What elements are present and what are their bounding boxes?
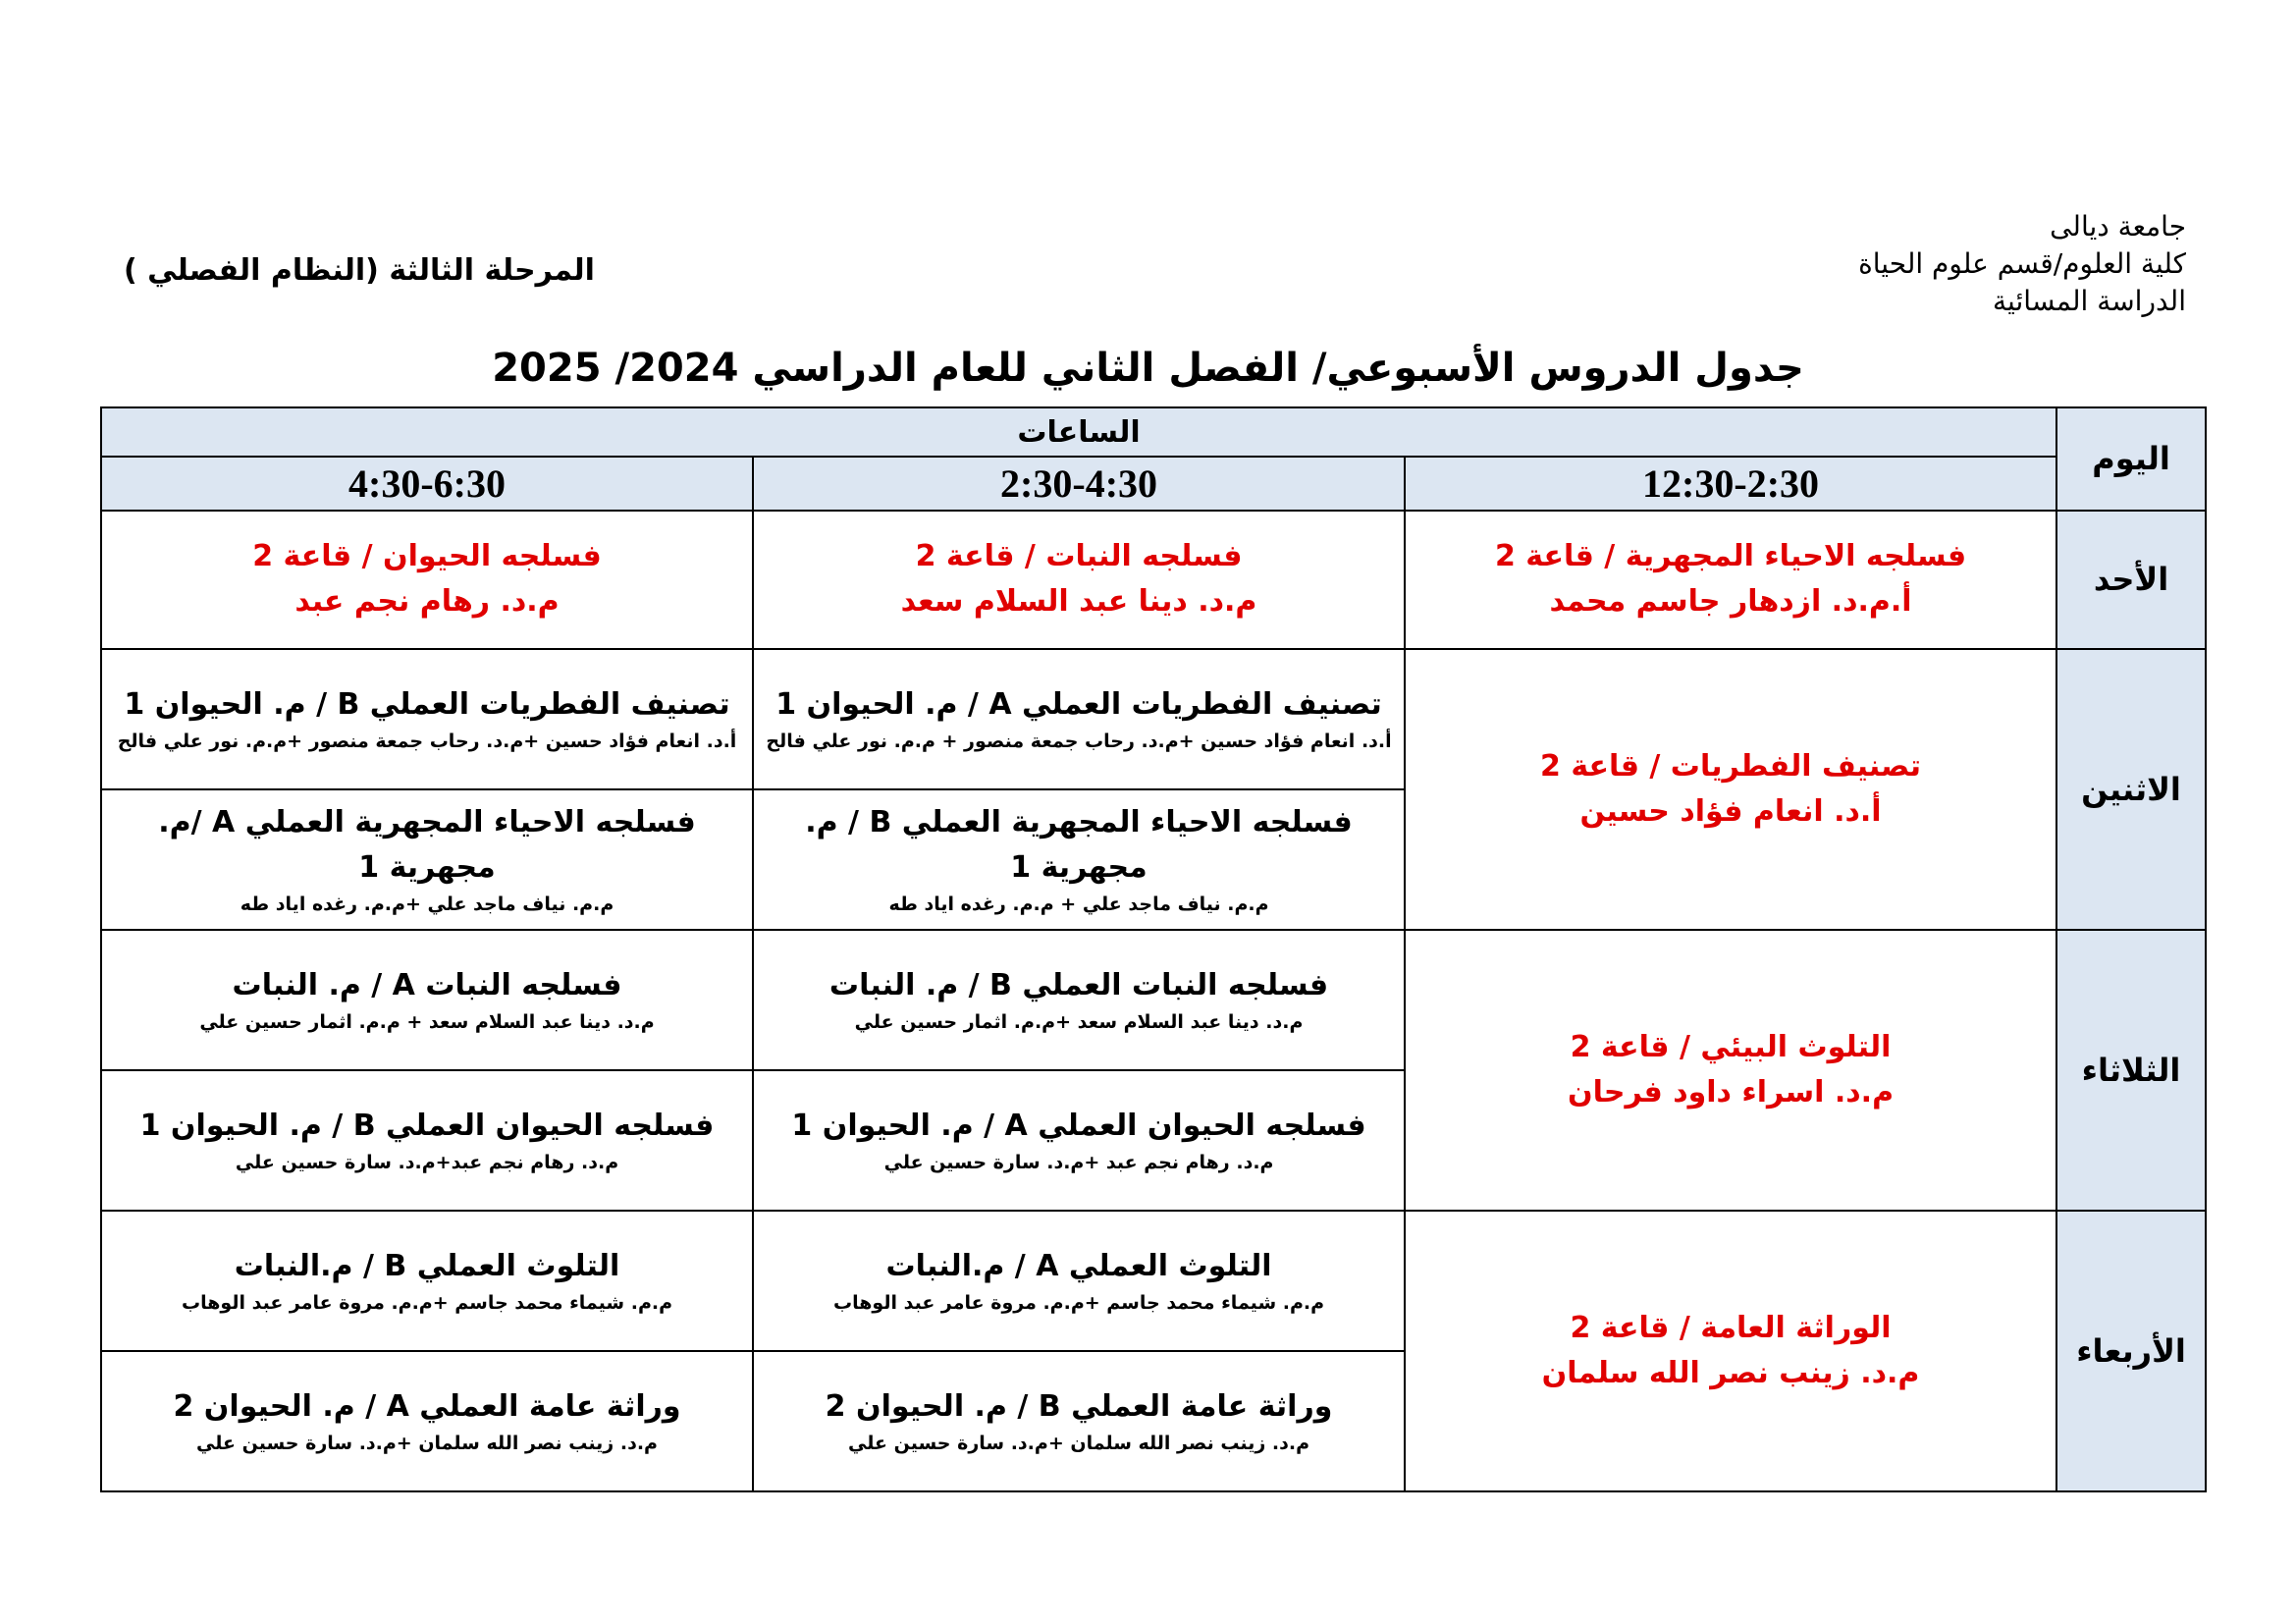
teacher: م.د. زينب نصر الله سلمان — [1541, 1355, 1920, 1390]
teacher: أ.د. انعام فؤاد حسين — [1579, 793, 1882, 829]
page-title: جدول الدروس الأسبوعي/ الفصل الثاني للعام الدراسي 2024/ 2025 — [492, 346, 1804, 391]
subject: الوراثة العامة / قاعة 2 — [1570, 1310, 1892, 1345]
staff: م.د. زينب نصر الله سلمان +م.د. سارة حسين علي — [196, 1433, 658, 1455]
lab-cell — [101, 1070, 753, 1211]
lecture-cell — [753, 511, 1405, 649]
lab-cell — [753, 930, 1405, 1070]
lab-cell — [753, 789, 1405, 930]
day-monday: الاثنين — [2056, 649, 2206, 930]
college-name: كلية العلوم/قسم علوم الحياة — [1858, 247, 2186, 280]
subject: فسلجه الحيوان العملي B / م. الحيوان 1 — [139, 1109, 715, 1144]
slot-header-3: 4:30-6:30 — [101, 457, 753, 510]
subject: وراثة عامة العملي B / م. الحيوان 2 — [825, 1389, 1333, 1425]
day-column-header: اليوم — [2056, 407, 2206, 511]
schedule-table — [100, 406, 2207, 1492]
staff: أ.د. انعام فؤاد حسين +م.د. رحاب جمعة منصور +م.م. نور علي فالح — [117, 731, 737, 753]
row-wednesday-a — [101, 1211, 2206, 1351]
staff: م.م. نياف ماجد علي + م.م. رغده اياد طه — [888, 893, 1269, 916]
day-sunday: الأحد — [2056, 511, 2206, 649]
subject: فسلجه الحيوان / قاعة 2 — [252, 539, 602, 574]
subject: فسلجه الاحياء المجهرية العملي A /م. مجهرية 1 — [158, 805, 696, 886]
staff: م.م. شيماء محمد جاسم +م.م. مروة عامر عبد الوهاب — [182, 1292, 673, 1315]
staff: م.د. رهام نجم عبد +م.د. سارة حسين علي — [883, 1152, 1274, 1174]
row-tuesday-a — [101, 930, 2206, 1070]
lab-cell — [101, 930, 753, 1070]
subject: فسلجه الحيوان العملي A / م. الحيوان 1 — [791, 1109, 1366, 1144]
institution-block — [1858, 208, 2186, 320]
lecture-cell — [1405, 1211, 2056, 1491]
lab-cell — [101, 789, 753, 930]
lecture-cell — [1405, 511, 2056, 649]
lecture-cell — [1405, 930, 2056, 1211]
lecture-cell — [101, 511, 753, 649]
staff: م.د. زينب نصر الله سلمان +م.د. سارة حسين علي — [848, 1433, 1309, 1455]
subject: فسلجه النبات / قاعة 2 — [915, 539, 1243, 574]
day-tuesday: الثلاثاء — [2056, 930, 2206, 1211]
subject: التلوث العملي B / م.النبات — [234, 1249, 620, 1284]
staff: م.د. رهام نجم عبد+م.د. سارة حسين علي — [235, 1152, 619, 1174]
subject: وراثة عامة العملي A / م. الحيوان 2 — [173, 1389, 681, 1425]
subject: التلوث العملي A / م.النبات — [885, 1249, 1272, 1284]
staff: م.م. شيماء محمد جاسم +م.م. مروة عامر عبد الوهاب — [833, 1292, 1325, 1315]
subject: فسلجه النبات العملي B / م. النبات — [828, 968, 1329, 1003]
teacher: م.د. رهام نجم عبد — [294, 584, 560, 620]
subject: تصنيف الفطريات / قاعة 2 — [1540, 748, 1921, 784]
lab-cell — [753, 1070, 1405, 1211]
staff: م.د. دينا عبد السلام سعد + م.م. اثمار حسين علي — [199, 1011, 655, 1034]
subject: فسلجه النبات A / م. النبات — [232, 968, 622, 1003]
staff: م.د. دينا عبد السلام سعد +م.م. اثمار حسين علي — [854, 1011, 1304, 1034]
teacher: م.د. دينا عبد السلام سعد — [900, 584, 1257, 620]
teacher: م.د. اسراء داود فرحان — [1567, 1074, 1895, 1110]
lab-cell — [753, 1351, 1405, 1491]
lab-cell — [101, 1351, 753, 1491]
lecture-cell — [1405, 649, 2056, 930]
lab-cell — [753, 649, 1405, 789]
teacher: أ.م.د. ازدهار جاسم محمد — [1549, 584, 1912, 620]
lab-cell — [101, 649, 753, 789]
study-type: الدراسة المسائية — [1993, 285, 2186, 317]
row-monday-a — [101, 649, 2206, 789]
stage-label: المرحلة الثالثة (النظام الفصلي ) — [124, 253, 595, 288]
row-sunday — [101, 511, 2206, 649]
subject: التلوث البيئي / قاعة 2 — [1570, 1029, 1892, 1064]
staff: م.م. نياف ماجد علي +م.م. رغده اياد طه — [240, 893, 614, 916]
subject: فسلجه الاحياء المجهرية / قاعة 2 — [1494, 539, 1967, 574]
lab-cell — [753, 1211, 1405, 1351]
subject: تصنيف الفطريات العملي B / م. الحيوان 1 — [124, 687, 730, 723]
slot-header-1: 12:30-2:30 — [1405, 457, 2056, 510]
university-name: جامعة ديالى — [2050, 210, 2186, 243]
staff: أ.د. انعام فؤاد حسين +م.د. رحاب جمعة منصور + م.م. نور علي فالح — [766, 731, 1392, 753]
day-wednesday: الأربعاء — [2056, 1211, 2206, 1491]
subject: فسلجه الاحياء المجهرية العملي B / م. مجهرية 1 — [805, 805, 1353, 886]
hours-header: الساعات — [101, 407, 2056, 457]
lab-cell — [101, 1211, 753, 1351]
slot-header-2: 2:30-4:30 — [753, 457, 1405, 510]
subject: تصنيف الفطريات العملي A / م. الحيوان 1 — [775, 687, 1382, 723]
